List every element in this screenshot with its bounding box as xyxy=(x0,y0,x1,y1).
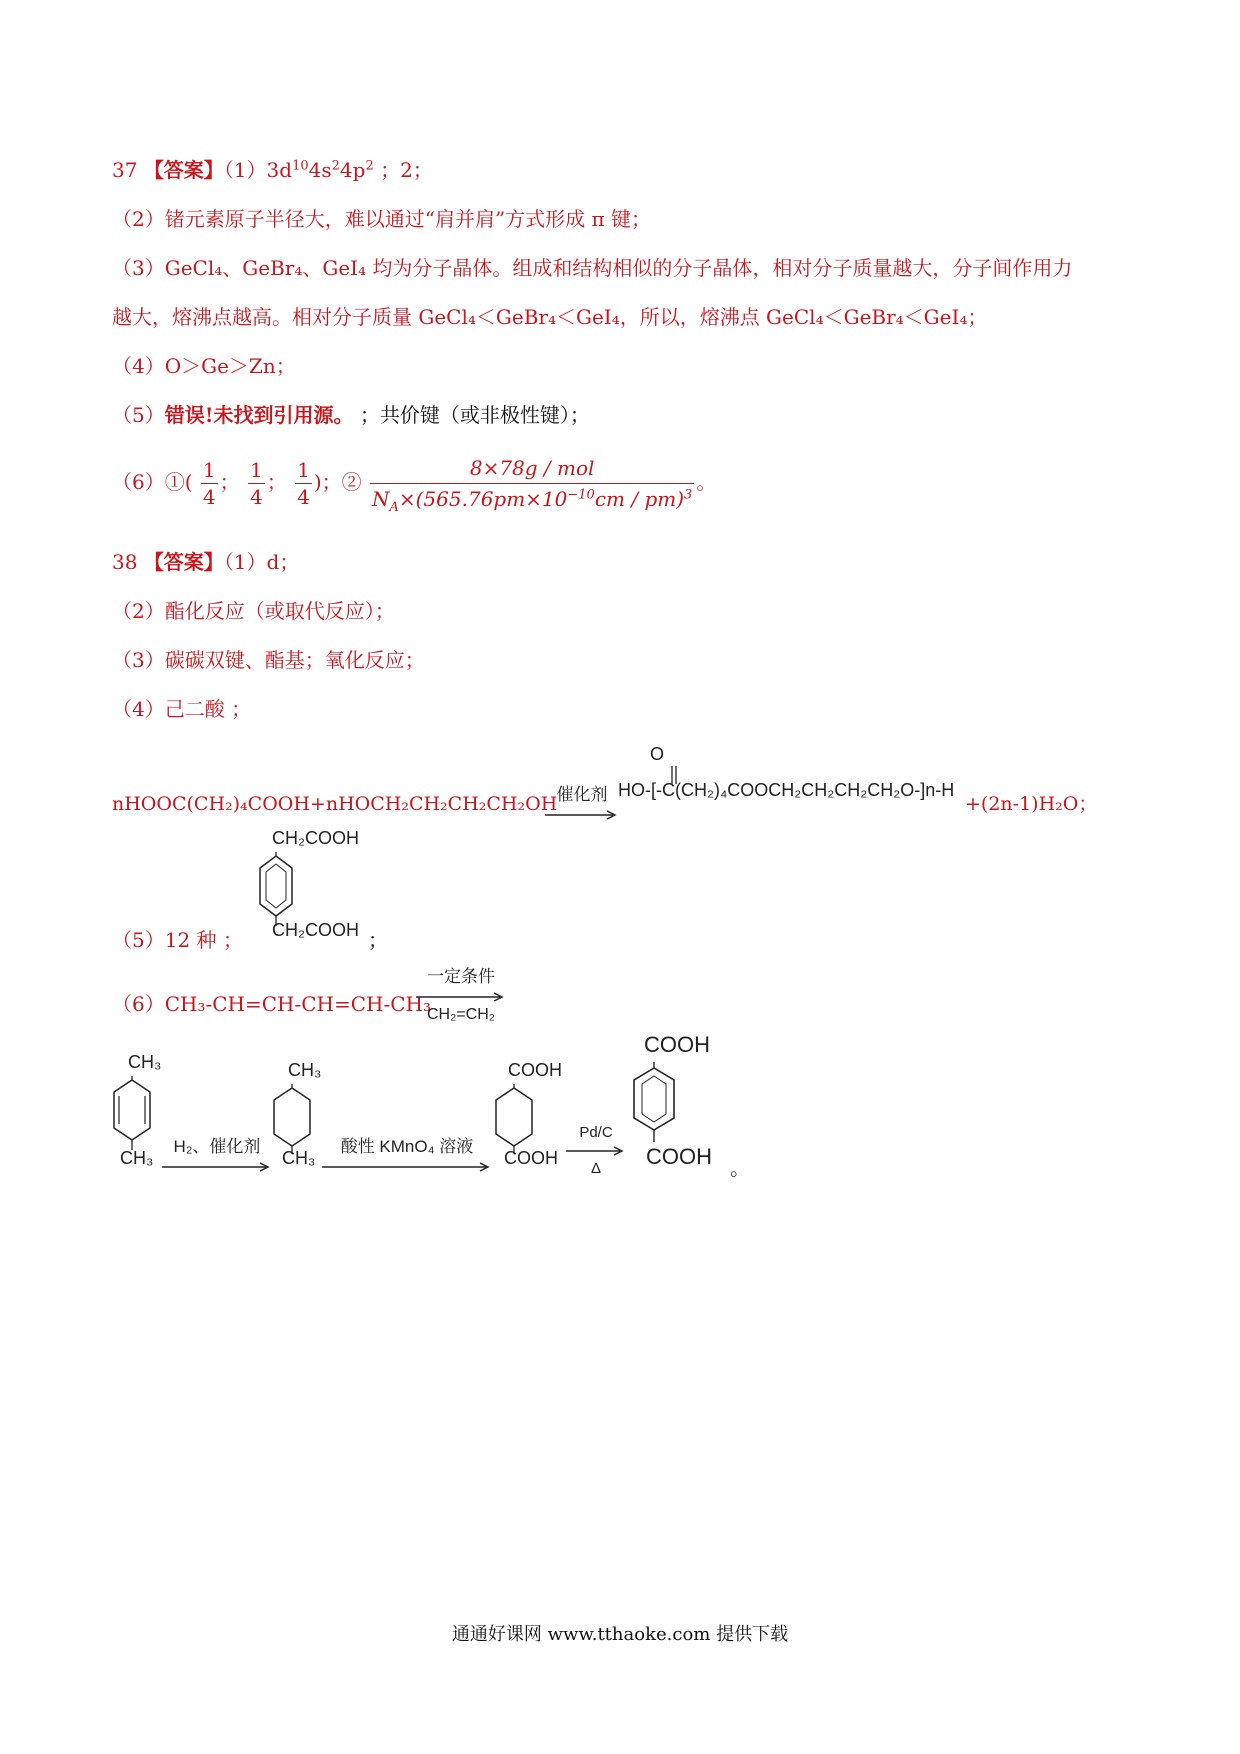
fraction-y xyxy=(248,457,265,510)
reaction-arrow-icon xyxy=(322,1162,492,1172)
q37-part6 xyxy=(112,452,716,514)
frac-num: 1 xyxy=(249,458,263,482)
p5-bottom-group: CH₂COOH xyxy=(272,920,359,940)
q37-p5-tail: ；共价键（或非极性键）； xyxy=(359,403,590,427)
q37-p6-end: 。 xyxy=(696,470,717,494)
q37-p6-label: （6）①( xyxy=(112,470,193,494)
s3-top-group: COOH xyxy=(508,1060,562,1080)
den-exp: −10 xyxy=(567,487,595,503)
fraction-x xyxy=(201,457,218,510)
frac-den: 4 xyxy=(249,485,263,509)
q38-part3: （3）碳碳双键、酯基；氧化反应； xyxy=(112,648,425,672)
diels-alder-arrow xyxy=(416,962,506,1024)
hydrogenation-arrow xyxy=(162,1132,272,1176)
s4-top-group: COOH xyxy=(644,1032,710,1057)
q37-part3-line1: （3）GeCl₄、GeBr₄、GeI₄ 均为分子晶体。组成和结构相似的分子晶体，相对分子质量越大，分子间作用力 xyxy=(112,256,1073,280)
q37-answer-tag: 【答案】 xyxy=(143,158,224,182)
density-denominator xyxy=(370,484,694,514)
density-fraction xyxy=(370,453,694,514)
cyclohexane-dicarboxylic-ring xyxy=(494,1084,534,1158)
reaction-arrow-icon xyxy=(416,992,506,1002)
q38-number: 38 xyxy=(112,550,138,574)
q38-part1 xyxy=(112,548,299,576)
frac-num: 1 xyxy=(297,458,310,482)
arrow1-label: H₂、催化剂 xyxy=(173,1137,261,1156)
s2-top-group: CH₃ xyxy=(288,1060,322,1080)
q37-part1 xyxy=(112,156,433,184)
den-cube: 3 xyxy=(684,487,693,503)
q37-part4: （4）O＞Ge＞Zn； xyxy=(112,354,296,378)
reaction-water-tail: +(2n-1)H₂O； xyxy=(965,793,1098,815)
q38-part5: （5）12 种 ； xyxy=(112,928,243,952)
electron-config-c: 4p xyxy=(339,158,366,182)
s4-bottom-group: COOH xyxy=(646,1144,712,1169)
s2-bottom-group: CH₃ xyxy=(282,1148,316,1168)
q37-p5-label: （5） xyxy=(112,403,165,427)
dehydrogenation-arrow xyxy=(566,1124,626,1177)
q37-part3-line2: 越大，熔沸点越高。相对分子质量 GeCl₄＜GeBr₄＜GeI₄，所以，熔沸点 GeCl₄＜GeBr₄＜GeI₄； xyxy=(112,305,988,329)
carbonyl-oxygen: O xyxy=(650,744,665,764)
sep: ； xyxy=(266,470,287,494)
frac-num: 1 xyxy=(202,458,216,482)
arrow3-label-bottom: Δ xyxy=(590,1160,602,1177)
q37-part5 xyxy=(112,401,590,429)
s1-bottom-group: CH₃ xyxy=(120,1148,154,1168)
electron-config-sup1: 10 xyxy=(292,158,309,174)
arrow3-label-top: Pd/C xyxy=(579,1124,613,1141)
q37-p6-close: )；② xyxy=(313,470,362,494)
q37-part2: （2）锗元素原子半径大，难以通过“肩并肩”方式形成 π 键； xyxy=(112,207,652,231)
catalyst-label: 催化剂 xyxy=(556,785,608,804)
reaction-arrow-icon xyxy=(566,1146,626,1156)
q38-p1: （1）d； xyxy=(223,550,300,574)
density-numerator: 8×78g / mol xyxy=(370,453,694,484)
frac-den: 4 xyxy=(202,485,216,509)
condition-bottom: CH₂=CH₂ xyxy=(427,1006,495,1023)
arrow2-label: 酸性 KMnO₄ 溶液 xyxy=(340,1137,474,1156)
electron-config-sup2: 2 xyxy=(331,158,340,174)
fraction-z xyxy=(295,457,312,510)
den-end: cm / pm) xyxy=(594,487,685,511)
electron-config-sup3: 2 xyxy=(365,158,374,174)
q37-number: 37 xyxy=(112,158,138,182)
oxidation-arrow xyxy=(322,1132,492,1176)
q38-part6: （6）CH₃-CH=CH-CH=CH-CH₃ xyxy=(112,992,432,1016)
na-symbol: N xyxy=(371,487,390,511)
page-footer: 通通好课网 www.tthaoke.com 提供下载 xyxy=(451,1624,789,1645)
frac-den: 4 xyxy=(297,485,310,509)
electron-config-a: 3d xyxy=(266,158,293,182)
electron-config-b: 4s xyxy=(308,158,332,182)
sep: ； xyxy=(219,470,240,494)
q38-part2: （2）酯化反应（或取代反应）； xyxy=(112,599,395,623)
na-sub: A xyxy=(389,500,399,515)
q37-p1-tail: ；2； xyxy=(380,158,433,182)
p5-end: ； xyxy=(368,928,388,952)
q38-part4: （4）己二酸 ； xyxy=(112,697,252,721)
reaction-arrow-icon xyxy=(162,1162,272,1172)
polymerization-arrow xyxy=(545,780,619,824)
s1-top-group: CH₃ xyxy=(128,1052,162,1072)
cyclohexadiene-ring xyxy=(112,1076,152,1154)
condition-top: 一定条件 xyxy=(427,967,495,986)
cyclohexane-ring xyxy=(272,1084,312,1158)
benzene-ring-terephthalic xyxy=(632,1062,676,1146)
polyester-product: HO-[-C(CH₂)₄COOCH₂CH₂CH₂CH₂O-]n-H xyxy=(618,780,955,800)
reaction-arrow-icon xyxy=(545,810,619,820)
p5-top-group: CH₂COOH xyxy=(272,828,359,848)
reference-error-text: 错误!未找到引用源。 xyxy=(164,403,354,427)
q38-answer-tag: 【答案】 xyxy=(143,550,224,574)
final-end: 。 xyxy=(730,1156,750,1180)
s3-bottom-group: COOH xyxy=(504,1148,558,1168)
q38-reaction-left: nHOOC(CH₂)₄COOH+nHOCH₂CH₂CH₂CH₂OH xyxy=(112,793,558,815)
den-rest: ×(565.76pm×10 xyxy=(398,487,568,511)
q37-p1-label: （1） xyxy=(223,158,267,182)
